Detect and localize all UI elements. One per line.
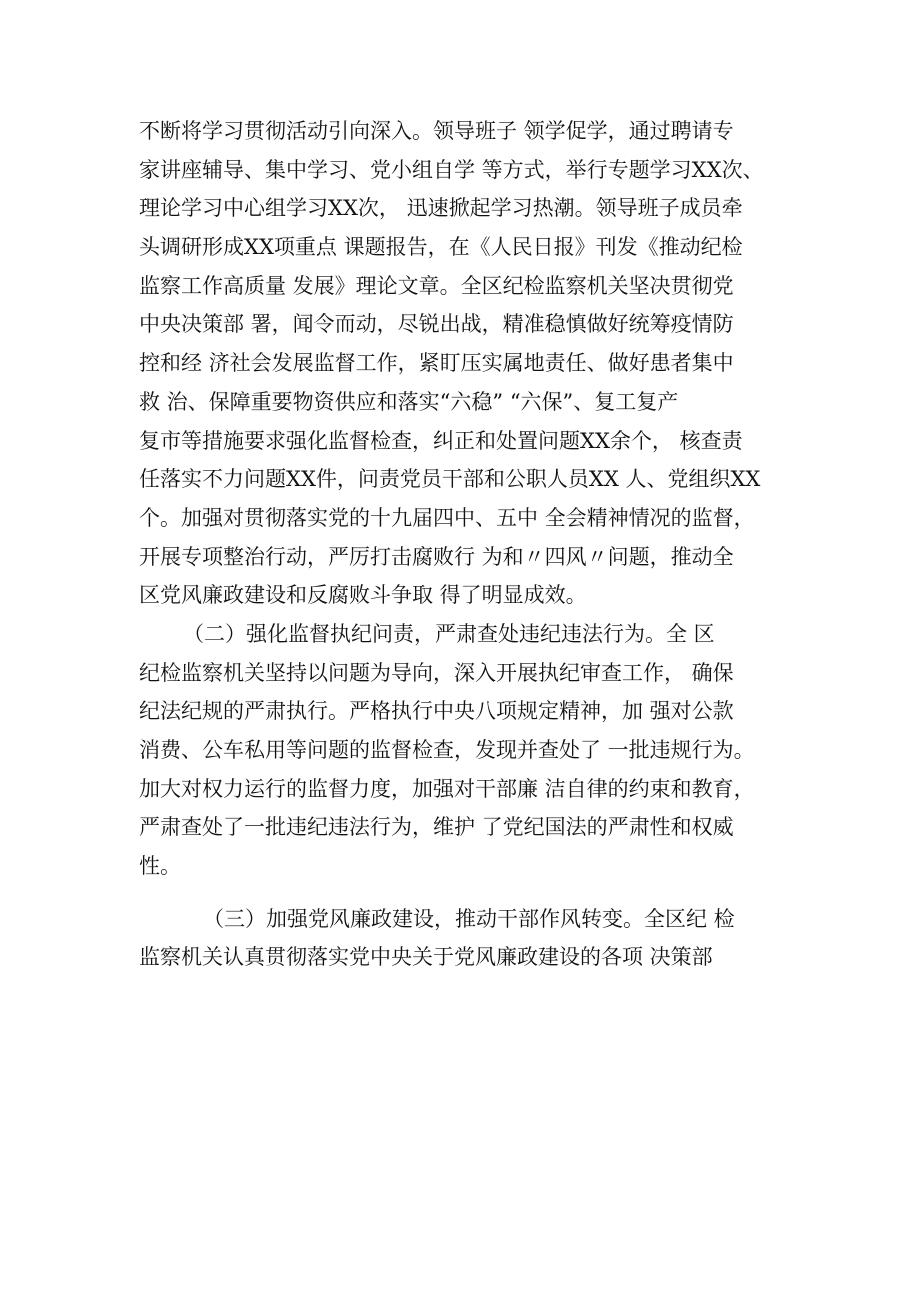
text-line: 控和经 济社会发展监督工作，紧盯压实属地责任、做好患者集中 — [139, 351, 734, 376]
text-line: 严肃查处了一批违纪违法行为，维护 了党纪国法的严肃性和权威 — [139, 815, 734, 840]
paragraph-3 — [139, 900, 794, 977]
paragraph-1 — [139, 112, 794, 615]
text-line: 监察机关认真贯彻落实党中央关于党风廉政建设的各项 决策部 — [139, 945, 713, 970]
paragraph-2 — [139, 615, 794, 886]
text-line: 区党风廉政建设和反腐败斗争取 得了明显成效。 — [139, 583, 587, 608]
paragraph-heading-line: （二）强化监督执纪问责，严肃查处违纪违法行为。全 区 — [183, 621, 715, 646]
text-line: 加大对权力运行的监督力度，加强对干部廉 洁自律的约束和教育， — [139, 776, 755, 801]
text-line: 头调研形成XX项重点 课题报告，在《人民日报》刊发《推动纪检 — [139, 235, 743, 260]
text-line: 纪检监察机关坚持以问题为导向，深入开展执纪审查工作， 确保 — [139, 660, 734, 685]
text-line: 监察工作高质量 发展》理论文章。全区纪检监察机关坚决贯彻党 — [139, 273, 734, 298]
paragraph-gap — [139, 886, 794, 900]
text-line: 任落实不力问题XX件，问责党员干部和公职人员XX 人、党组织XX — [139, 467, 761, 492]
text-line: 不断将学习贯彻活动引向深入。领导班子 领学促学，通过聘请专 — [139, 119, 734, 143]
text-line: 中央决策部 署，闻令而动，尽锐出战，精准稳慎做好统筹疫情防 — [139, 312, 734, 337]
text-line: 复市等措施要求强化监督检查，纠正和处置问题XX余个， 核查责 — [139, 428, 743, 453]
text-line: 纪法纪规的严肃执行。严格执行中央八项规定精神，加 强对公款 — [139, 699, 734, 724]
text-line: 消费、公车私用等问题的监督检查，发现并查处了 一批违规行为。 — [139, 738, 755, 762]
text-line: 理论学习中心组学习XX次， 迅速掀起学习热潮。领导班子成员牵 — [139, 196, 743, 221]
document-body — [139, 112, 794, 977]
text-line: 性。 — [139, 854, 181, 879]
text-line: 开展专项整治行动，严厉打击腐败行 为和〃四风〃问题，推动全 — [139, 544, 734, 569]
paragraph-heading-line: （三）加强党风廉政建设，推动干部作风转变。全区纪 检 — [203, 906, 735, 931]
text-line: 家讲座辅导、集中学习、党小组自学 等方式，举行专题学习XX次、 — [139, 157, 764, 182]
text-line: 个。加强对贯彻落实党的十九届四中、五中 全会精神情况的监督， — [139, 505, 755, 530]
text-line: 救 治、保障重要物资供应和落实“六稳” “六保”、复工复产 — [139, 389, 679, 414]
